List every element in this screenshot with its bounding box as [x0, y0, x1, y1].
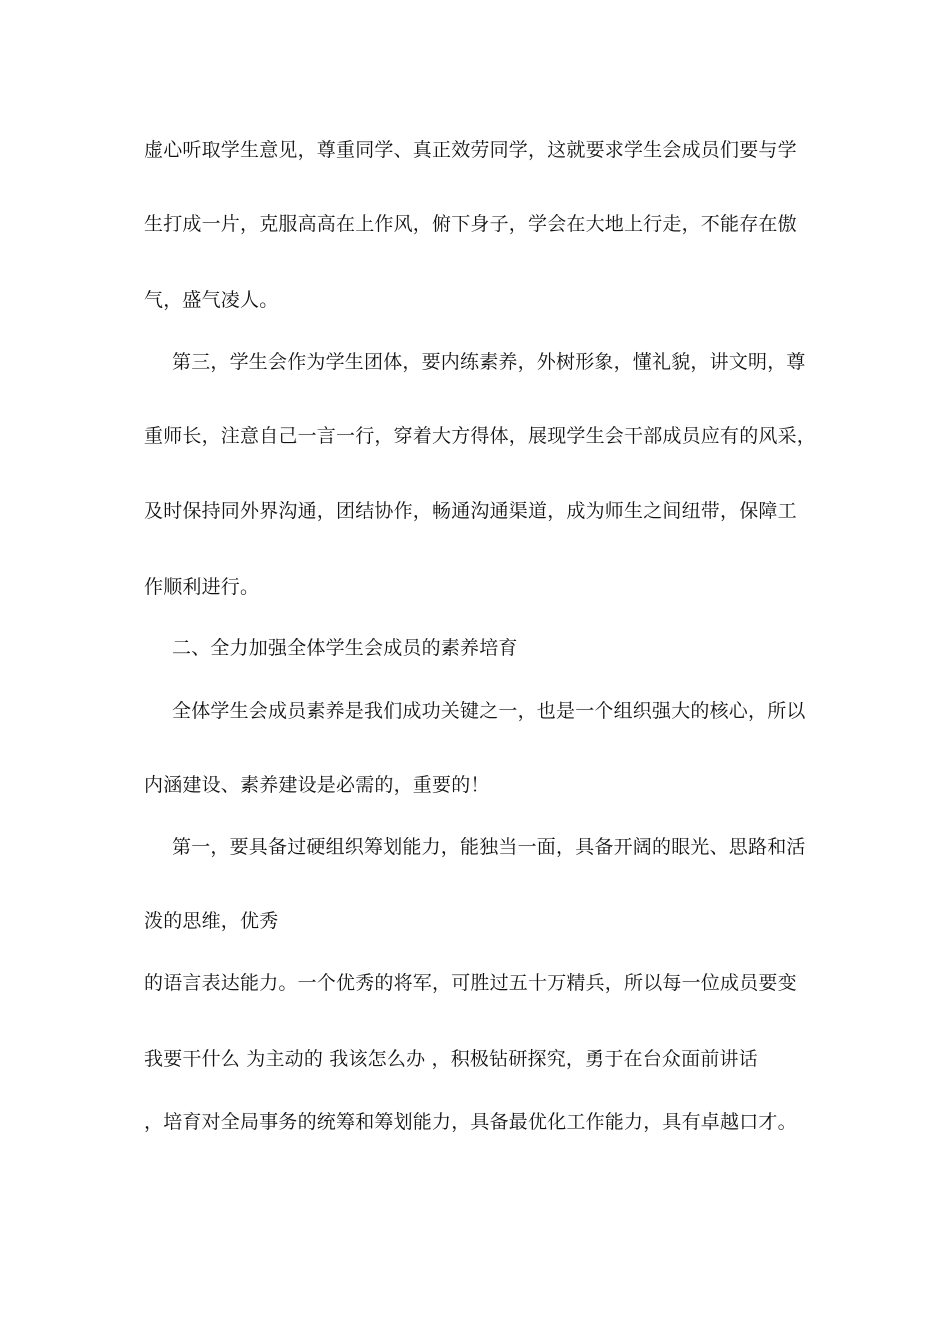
section-heading: 二、全力加强全体学生会成员的素养培育 — [172, 637, 518, 659]
paragraph-start: 第一，要具备过硬组织筹划能力，能独当一面，具备开阔的眼光、思路和活 — [172, 836, 806, 858]
text-line: ，培育对全局事务的统筹和筹划能力，具备最优化工作能力，具有卓越口才。 — [144, 1111, 797, 1133]
text-line: 及时保持同外界沟通，团结协作，畅通沟通渠道，成为师生之间纽带，保障工 — [144, 500, 797, 522]
text-line: 重师长，注意自己一言一行，穿着大方得体，展现学生会干部成员应有的风采， — [144, 425, 817, 447]
text-line: 的语言表达能力。一个优秀的将军，可胜过五十万精兵，所以每一位成员要变 — [144, 972, 797, 994]
text-line: 我要干什么 为主动的 我该怎么办 ，积极钻研探究，勇于在台众面前讲话 — [144, 1048, 758, 1070]
paragraph-start: 第三，学生会作为学生团体，要内练素养，外树形象，懂礼貌，讲文明，尊 — [172, 351, 806, 373]
text-line: 虚心听取学生意见，尊重同学、真正效劳同学，这就要求学生会成员们要与学 — [144, 139, 797, 161]
text-line: 泼的思维，优秀 — [144, 910, 279, 932]
text-line: 气，盛气凌人。 — [144, 289, 279, 311]
text-line: 内涵建设、素养建设是必需的，重要的！ — [144, 774, 490, 796]
paragraph-start: 全体学生会成员素养是我们成功关键之一，也是一个组织强大的核心，所以 — [172, 700, 806, 722]
text-line: 生打成一片，克服高高在上作风，俯下身子，学会在大地上行走，不能存在傲 — [144, 213, 797, 235]
text-line: 作顺利进行。 — [144, 576, 260, 598]
